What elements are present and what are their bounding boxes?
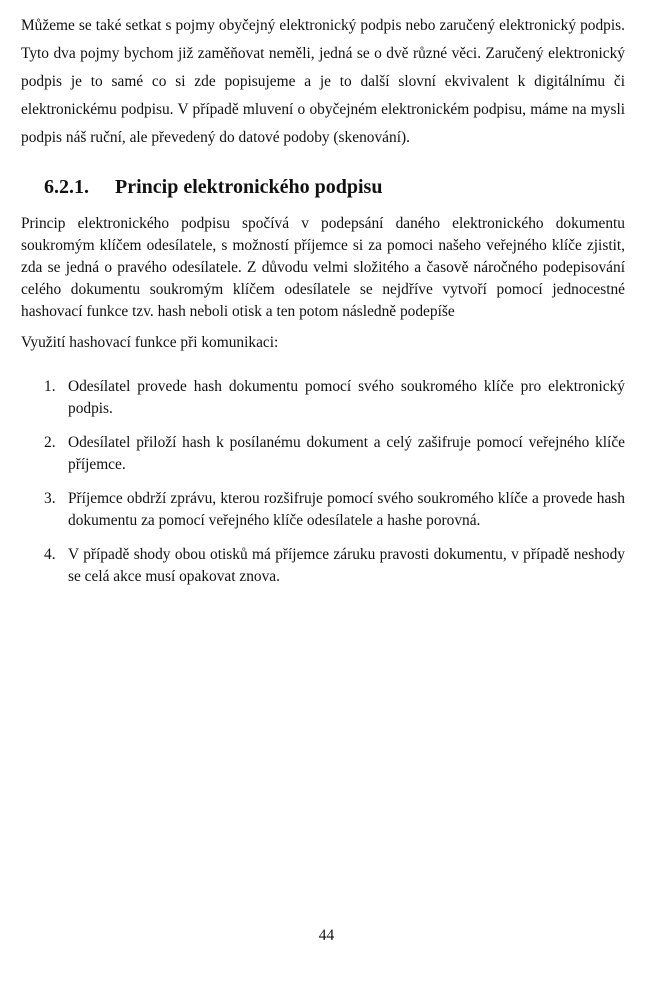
list-item-text: Příjemce obdrží zprávu, kterou rozšifruje pomocí svého soukromého klíče a provede hash dokumentu za pomocí veřejného klíče odesílatele a hashe porovná. [68,490,625,529]
principle-paragraph: Princip elektronického podpisu spočívá v podepsání daného elektronického dokumentu soukromým klíčem odesílatele, s možností příjemce si za pomoci našeho veřejného klíče zjistit, zda se jedná o pravého odesílatele. Z důvodu velmi složitého a časově náročného podepisování celého dokumentu soukromým klíčem odesílatele se nejdříve vytvoří pomocí jednocestné hashovací funkce tzv. hash neboli otisk a ten potom následně podepíše [21,215,625,320]
page-number: 44 [318,927,335,944]
list-marker: 2. [44,434,56,451]
section-number: 6.2.1. [44,176,89,198]
list-item-text: Odesílatel provede hash dokumentu pomocí svého soukromého klíče pro elektronický podpis. [68,378,625,417]
section-title: Princip elektronického podpisu [115,176,383,198]
list-item-text: Odesílatel přiloží hash k posílanému dokument a celý zašifruje pomocí veřejného klíče příjemce. [68,434,625,473]
list-item-text: V případě shody obou otisků má příjemce záruku pravosti dokumentu, v případě neshody se celá akce musí opakovat znova. [68,546,625,585]
list-marker: 4. [44,546,56,563]
list-item [21,376,625,420]
intro-paragraph: Můžeme se také setkat s pojmy obyčejný elektronický podpis nebo zaručený elektronický podpis. Tyto dva pojmy bychom již zaměňovat neměli, jedná se o dvě různé věci. Zaručený elektronický podpis je to samé co si zde popisujeme a je to další slovní ekvivalent k digitálnímu či elektronickému podpisu. V případě mluvení o obyčejném elektronickém podpisu, máme na mysli podpis náš ruční, ale převedený do datové podoby (skenování). [21,17,625,146]
list-item [21,488,625,532]
list-item [21,544,625,588]
page-content [21,12,625,600]
list-marker: 3. [44,490,56,507]
list-marker: 1. [44,378,56,395]
section-heading [44,175,625,199]
list-intro: Využití hashovací funkce při komunikaci: [21,334,279,351]
list-item [21,432,625,476]
steps-list [21,376,625,588]
